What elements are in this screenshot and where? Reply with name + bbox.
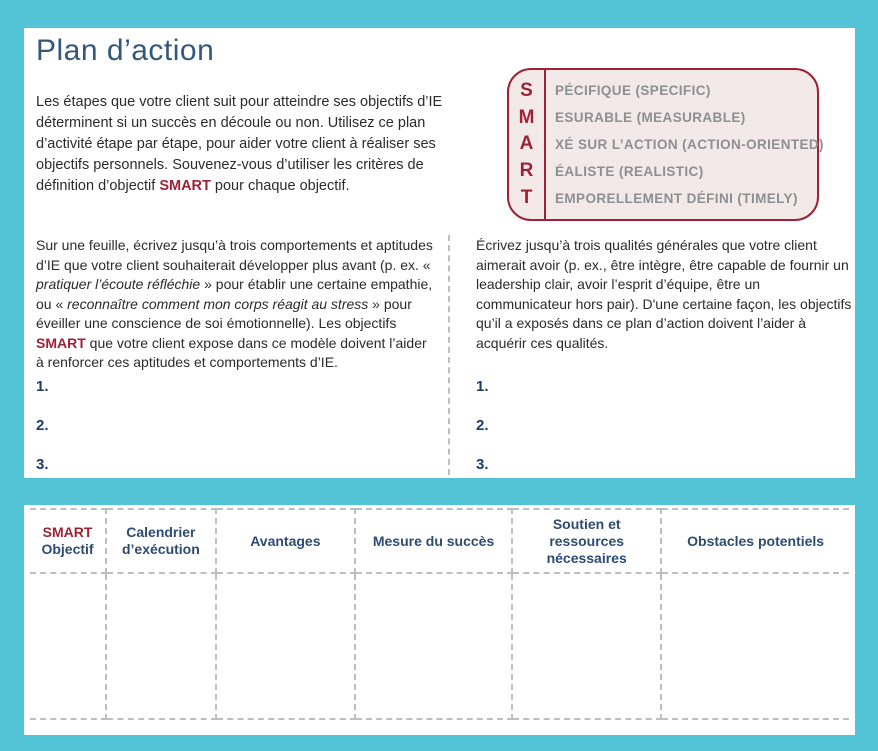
- left-text-seg4: que votre client expose dans ce modèle doivent l’aider à renforcer ces aptitudes et comportements d’IE.: [36, 334, 427, 370]
- table-cell-avantages: [217, 574, 356, 720]
- list-item-number: 3.: [476, 456, 489, 473]
- table-cell-soutien-ressources: [513, 574, 662, 720]
- table-header-calendrier: Calendrier d’exécution: [107, 508, 217, 574]
- list-item-number: 1.: [36, 378, 49, 395]
- table-header-smart-objectif: [30, 508, 107, 574]
- smart-keyword: SMART: [159, 178, 211, 194]
- table-header-avantages: Avantages: [217, 508, 356, 574]
- list-item-number: 2.: [476, 417, 489, 434]
- page-title: Plan d’action: [36, 34, 215, 67]
- left-text-seg1: Sur une feuille, écrivez jusqu’à trois comportements et aptitudes d’IE que votre client souhaiterait développer plus avant (p. ex. «: [36, 237, 433, 273]
- intro-text-after: pour chaque objectif.: [210, 178, 350, 194]
- table-cell-mesure-succes: [356, 574, 513, 720]
- smart-row-m: [509, 107, 817, 129]
- left-text-quote1: pratiquer l’écoute réfléchie: [36, 276, 201, 292]
- table-cell-calendrier: [107, 574, 217, 720]
- smart-letter-s: S: [520, 79, 533, 101]
- column-divider-dashed: [448, 235, 450, 475]
- smart-letter-m: M: [518, 106, 535, 128]
- smart-definition-specific: PÉCIFIQUE (SPECIFIC): [555, 83, 711, 99]
- smart-definition-action-oriented: XÉ SUR L’ACTION (ACTION-ORIENTED): [555, 136, 824, 152]
- smart-box-vertical-rule: [544, 70, 546, 219]
- action-plan-card: [24, 28, 855, 478]
- behaviors-goal-list: [36, 378, 49, 495]
- table-header-obstacles: Obstacles potentiels: [662, 508, 849, 574]
- intro-paragraph: [36, 92, 480, 197]
- left-text-seg3: » pour éveiller une conscience de soi émotionnelle). Les objectifs: [36, 295, 412, 331]
- table-cell-obstacles: [662, 574, 849, 720]
- smart-row-s: [509, 80, 817, 102]
- list-item-number: 2.: [36, 417, 49, 434]
- qualities-instructions-paragraph: Écrivez jusqu’à trois qualités générales que votre client aimerait avoir (p. ex., être intègre, être capable de fournir un leadership clair, avoir l’esprit d’équipe, être un communicateur hors pair). D'une certaine façon, les objectifs qu’il a exposés dans ce plan d’action doivent l’aider à acquérir ces qualités.: [476, 237, 852, 351]
- table-header-mesure-succes: Mesure du succès: [356, 508, 513, 574]
- smart-letter-t: T: [520, 187, 533, 209]
- intro-text-before: Les étapes que votre client suit pour atteindre ses objectifs d’IE déterminent si un succès en découle ou non. Utilisez ce plan d’activité étape par étape, pour aider votre client à réaliser ses objectifs personnels. Souvenez-vous d’utiliser les critères de définition d’objectif: [36, 94, 443, 194]
- left-text-seg2: » pour établir une certaine empathie, ou «: [36, 276, 433, 312]
- table-header-soutien-ressources: Soutien et ressources nécessaires: [513, 508, 662, 574]
- smart-definition-measurable: ESURABLE (MEASURABLE): [555, 110, 746, 126]
- smart-acronym-box: [507, 68, 824, 221]
- behaviors-instructions-paragraph: [36, 236, 436, 373]
- smart-definition-realistic: ÉALISTE (REALISTIC): [555, 163, 704, 179]
- list-item-number: 3.: [36, 456, 49, 473]
- qualities-goal-list: [476, 378, 489, 495]
- table-header-objectif: Objectif: [41, 541, 94, 557]
- left-text-quote2: reconnaître comment mon corps réagit au stress: [67, 295, 369, 312]
- smart-definition-timely: EMPORELLEMENT DÉFINI (TIMELY): [555, 190, 798, 206]
- table-header-smart-accent: SMART: [42, 524, 93, 540]
- smart-row-r: [509, 160, 817, 182]
- table-cell-smart-objectif: [30, 574, 107, 720]
- goal-planning-table: [30, 508, 849, 720]
- smart-row-a: [509, 133, 824, 155]
- smart-letter-r: R: [519, 160, 534, 182]
- list-item-number: 1.: [476, 378, 489, 395]
- smart-keyword: SMART: [36, 334, 86, 351]
- goal-planning-table-card: [24, 505, 855, 735]
- smart-letter-a: A: [519, 133, 534, 155]
- smart-row-t: [509, 187, 817, 209]
